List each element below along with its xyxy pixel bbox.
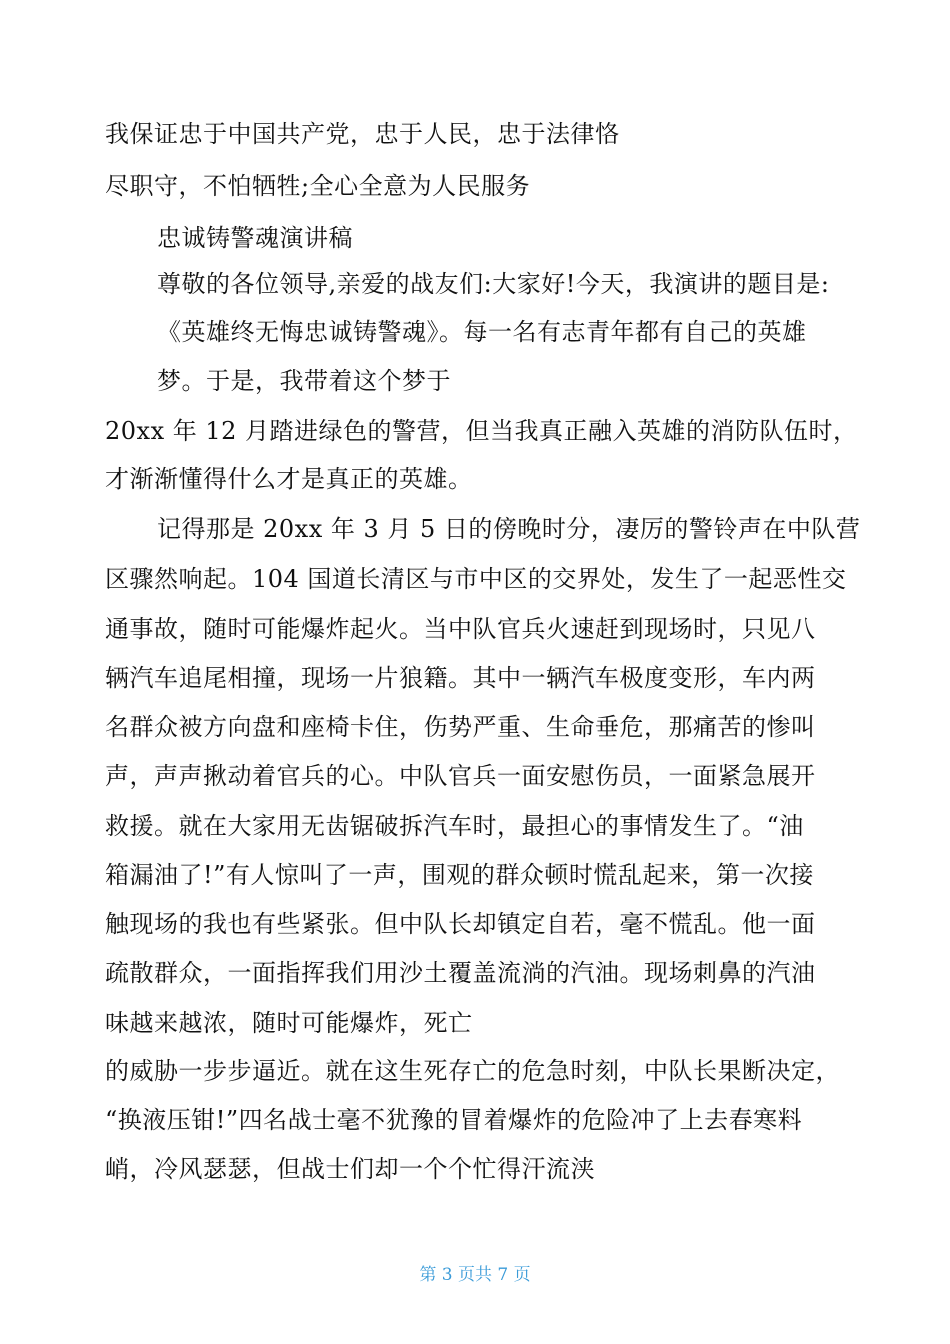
- text-line: 的威胁一步步逼近。就在这生死存亡的危急时刻，中队长果断决定，: [105, 1057, 840, 1085]
- text-line: 味越来越浓，随时可能爆炸，死亡: [105, 1009, 473, 1037]
- text-line: 记得那是 20xx 年 3 月 5 日的傍晚时分，凄厉的警铃声在中队营: [157, 515, 861, 543]
- text-line: 声，声声揪动着官兵的心。中队官兵一面安慰伤员，一面紧急展开: [105, 762, 816, 790]
- text-line: 《英雄终无悔忠诚铸警魂》。每一名有志青年都有自己的英雄: [157, 318, 807, 346]
- text-line: 峭，冷风瑟瑟，但战士们却一个个忙得汗流浃: [105, 1155, 595, 1183]
- text-line: 通事故，随时可能爆炸起火。当中队官兵火速赶到现场时，只见八: [105, 615, 816, 643]
- text-line: “换液压钳!”四名战士毫不犹豫的冒着爆炸的危险冲了上去春寒料: [105, 1106, 803, 1134]
- text-line: 才渐渐懂得什么才是真正的英雄。: [105, 465, 473, 493]
- text-line: 箱漏油了!”有人惊叫了一声，围观的群众顿时慌乱起来，第一次接: [105, 861, 814, 889]
- text-line: 触现场的我也有些紧张。但中队长却镇定自若，毫不慌乱。他一面: [105, 910, 816, 938]
- text-line: 尽职守，不怕牺牲;全心全意为人民服务: [105, 172, 531, 200]
- text-line: 疏散群众，一面指挥我们用沙土覆盖流淌的汽油。现场刺鼻的汽油: [105, 959, 816, 987]
- text-line: 名群众被方向盘和座椅卡住，伤势严重、生命垂危，那痛苦的惨叫: [105, 713, 816, 741]
- text-line: 梦。于是，我带着这个梦于: [157, 367, 451, 395]
- text-line: 20xx 年 12 月踏进绿色的警营，但当我真正融入英雄的消防队伍时，: [105, 417, 858, 445]
- page-number-footer: 第 3 页共 7 页: [419, 1265, 531, 1285]
- text-line: 区骤然响起。104 国道长清区与市中区的交界处，发生了一起恶性交: [105, 565, 847, 593]
- text-line: 救援。就在大家用无齿锯破拆汽车时，最担心的事情发生了。“油: [105, 812, 804, 840]
- text-line: 辆汽车追尾相撞，现场一片狼籍。其中一辆汽车极度变形，车内两: [105, 664, 816, 692]
- text-line: 我保证忠于中国共产党，忠于人民，忠于法律恪: [105, 120, 620, 148]
- text-line: 尊敬的各位领导,亲爱的战友们:大家好!今天，我演讲的题目是:: [157, 270, 830, 298]
- document-title: 忠诚铸警魂演讲稿: [157, 224, 353, 252]
